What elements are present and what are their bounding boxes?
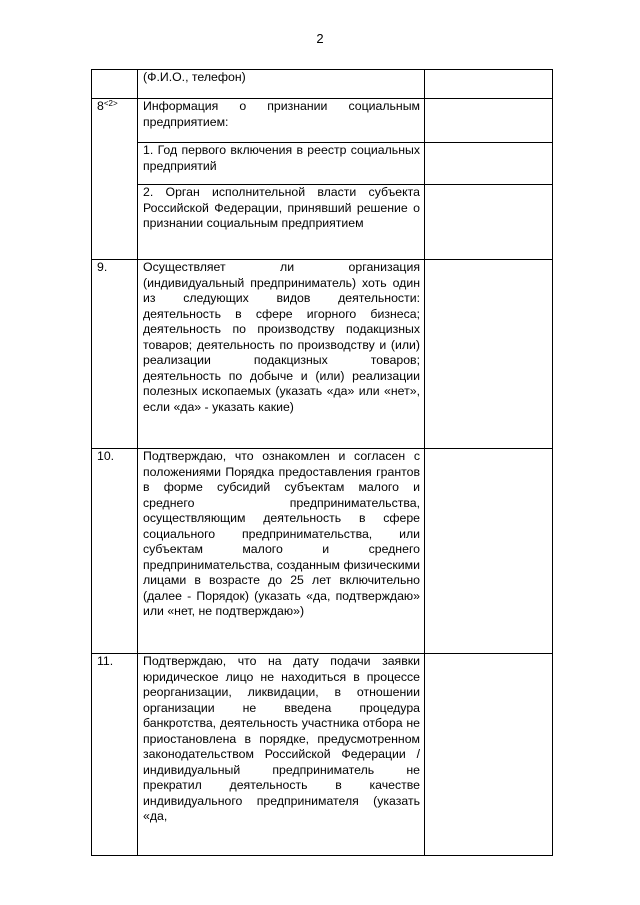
procedure-agreement-label: Подтверждаю, что ознакомлен и согласен с положениями Порядка предоставления грантов в форме субсидий субъектам малого и среднего предпринимательства, осуществляющим деятельность в сфере социального предпринимательства, или субъектам малого и среднего предпринимательства, созданным физическими лицами в возрасте до 25 лет включительно (далее - Порядок) (указать «да, подтверждаю» или «нет, не подтверждаю») <box>138 449 425 654</box>
social-enterprise-info-value-cell[interactable] <box>425 99 553 143</box>
registry-year-label: 1. Год первого включения в реестр социальных предприятий <box>138 143 425 185</box>
row-number-8 <box>92 99 138 260</box>
activity-types-label: Осуществляет ли организация (индивидуальный предприниматель) хоть один из следующих видов деятельности: деятельность в сфере игорного бизнеса; деятельность по производству подакцизных товаров; деятельность по производству и (или) реализации подакцизных товаров; деятельность по добыче и (или) реализации полезных ископаемых (указать «да» или «нет», если «да» - указать какие) <box>138 260 425 449</box>
row-number-10: 10. <box>92 449 138 654</box>
contact-value-cell[interactable] <box>425 70 553 99</box>
authority-value-cell[interactable] <box>425 185 553 260</box>
status-confirmation-value-cell[interactable] <box>425 654 553 856</box>
row-number-8-text: 8 <box>97 99 104 113</box>
registry-year-value-cell[interactable] <box>425 143 553 185</box>
activity-types-value-cell[interactable] <box>425 260 553 449</box>
authority-label: 2. Орган исполнительной власти субъекта Российской Федерации, принявший решение о признании социальным предприятием <box>138 185 425 260</box>
row-number-9: 9. <box>92 260 138 449</box>
status-confirmation-label: Подтверждаю, что на дату подачи заявки юридическое лицо не находиться в процессе реорганизации, ликвидации, в отношении организации не введена процедура банкротства, деятельность участника отбора не приостановлена в порядке, предусмотренном законодательством Российской Федерации / индивидуальный предприниматель не прекратил деятельность в качестве индивидуального предпринимателя (указать «да, <box>138 654 425 856</box>
row-number-11: 11. <box>92 654 138 856</box>
table-row-9 <box>92 260 553 449</box>
table-row-8-header <box>92 99 553 143</box>
row-number-cell <box>92 70 138 99</box>
table-row-10 <box>92 449 553 654</box>
table-row-8-2 <box>92 185 553 260</box>
page-number: 2 <box>316 31 324 46</box>
social-enterprise-info-label: Информация о признании социальным предприятием: <box>138 99 425 143</box>
procedure-agreement-value-cell[interactable] <box>425 449 553 654</box>
table-row-contact <box>92 70 553 99</box>
application-form-table <box>91 69 553 856</box>
table-row-11 <box>92 654 553 856</box>
table-row-8-1 <box>92 143 553 185</box>
contact-label: (Ф.И.О., телефон) <box>138 70 425 99</box>
footnote-marker: <2> <box>103 99 118 108</box>
